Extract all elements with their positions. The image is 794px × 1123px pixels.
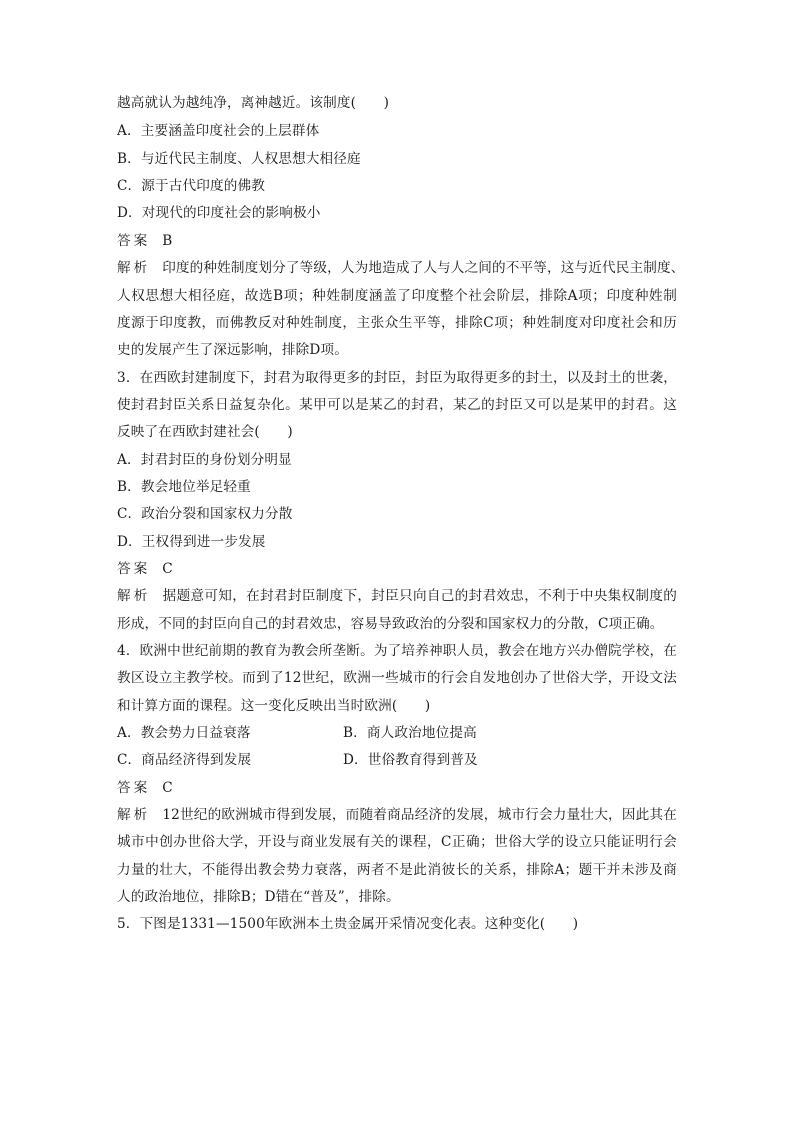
q3-stem-line-1: 3．在西欧封建制度下，封君为取得更多的封臣，封臣为取得更多的封土，以及封土的世袭， — [117, 370, 677, 386]
q2-option-d: D．对现代的印度社会的影响极小 — [117, 205, 321, 221]
q4-analysis-line-3: 力量的壮大，不能得出教会势力衰落，两者不是此消彼长的关系，排除A；题干并未涉及商 — [117, 862, 677, 878]
q4-option-a: A．教会势力日益衰落 — [117, 725, 251, 741]
q4-option-d: D．世俗教育得到普及 — [343, 752, 478, 768]
q5-stem: 5．下图是1331—1500年欧洲本土贵金属开采情况变化表。这种变化( ) — [117, 916, 579, 932]
q4-option-b: B．商人政治地位提高 — [343, 725, 477, 741]
q3-analysis-label: 解析 — [117, 588, 151, 604]
q3-analysis-line-1: 解析 据题意可知，在封君封臣制度下，封臣只向自己的封君效忠，不利于中央集权制度的 — [117, 588, 677, 604]
q4-stem-line-3: 和计算方面的课程。这一变化反映出当时欧洲( ) — [117, 698, 431, 714]
q2-analysis-label: 解析 — [117, 260, 151, 276]
q3-option-c: C．政治分裂和国家权力分散 — [117, 506, 293, 522]
q4-analysis-line-4: 人的政治地位，排除B；D错在“普及”，排除。 — [117, 889, 400, 905]
q4-option-row-1 — [117, 723, 477, 743]
q2-answer-row — [117, 231, 172, 251]
q4-option-c: C．商品经济得到发展 — [117, 752, 252, 768]
q2-analysis-line-4: 史的发展产生了深远影响，排除D项。 — [117, 342, 348, 358]
q3-stem-line-3: 反映了在西欧封建社会( ) — [117, 424, 293, 440]
q3-answer-value: C — [162, 561, 173, 577]
q2-analysis-line-1: 解析 印度的种姓制度划分了等级，人为地造成了人与人之间的不平等，这与近代民主制度、 — [117, 260, 685, 276]
q4-answer-row — [117, 778, 173, 798]
q2-answer-value: B — [162, 233, 173, 249]
q4-analysis-line-2: 城市中创办世俗大学，开设与商业发展有关的课程，C正确；世俗大学的设立只能证明行会 — [117, 834, 677, 850]
q3-option-d: D．王权得到进一步发展 — [117, 534, 266, 550]
q2-analysis-line-2: 人权思想大相径庭，故选B项；种姓制度涵盖了印度整个社会阶层，排除A项；印度种姓制 — [117, 288, 677, 304]
q4-stem-line-2: 教区设立主教学校。而到了12世纪，欧洲一些城市的行会自发地创办了世俗大学，开设文法 — [117, 670, 677, 686]
q4-option-row-2 — [117, 750, 478, 770]
q2-stem-end: 越高就认为越纯净，离神越近。该制度( ) — [117, 95, 390, 111]
q4-analysis-line-1: 解析 12世纪的欧洲城市得到发展，而随着商品经济的发展，城市行会力量壮大，因此其在 — [117, 807, 678, 823]
q3-answer-row — [117, 559, 173, 579]
q3-stem-line-2: 使封君封臣关系日益复杂化。某甲可以是某乙的封君，某乙的封臣又可以是某甲的封君。这 — [117, 397, 677, 413]
q3-option-a: A．封君封臣的身份划分明显 — [117, 452, 292, 468]
q2-analysis-line-3: 度源于印度教，而佛教反对种姓制度，主张众生平等，排除C项；种姓制度对印度社会和历 — [117, 315, 677, 331]
q3-option-b: B．教会地位举足轻重 — [117, 479, 251, 495]
q2-answer-label: 答案 — [117, 233, 151, 249]
q2-option-c: C．源于古代印度的佛教 — [117, 178, 265, 194]
q4-answer-value: C — [162, 780, 173, 796]
q3-analysis-line-2: 形成，不同的封臣向自己的封君效忠，容易导致政治的分裂和国家权力的分散，C项正确。 — [117, 616, 664, 632]
q4-analysis-label: 解析 — [117, 807, 151, 823]
q2-option-a: A．主要涵盖印度社会的上层群体 — [117, 123, 320, 139]
q3-answer-label: 答案 — [117, 561, 151, 577]
q4-answer-label: 答案 — [117, 780, 151, 796]
q4-stem-line-1: 4．欧洲中世纪前期的教育为教会所垄断。为了培养神职人员，教会在地方兴办僧院学校，在 — [117, 643, 677, 659]
q2-option-b: B．与近代民主制度、人权思想大相径庭 — [117, 151, 361, 167]
